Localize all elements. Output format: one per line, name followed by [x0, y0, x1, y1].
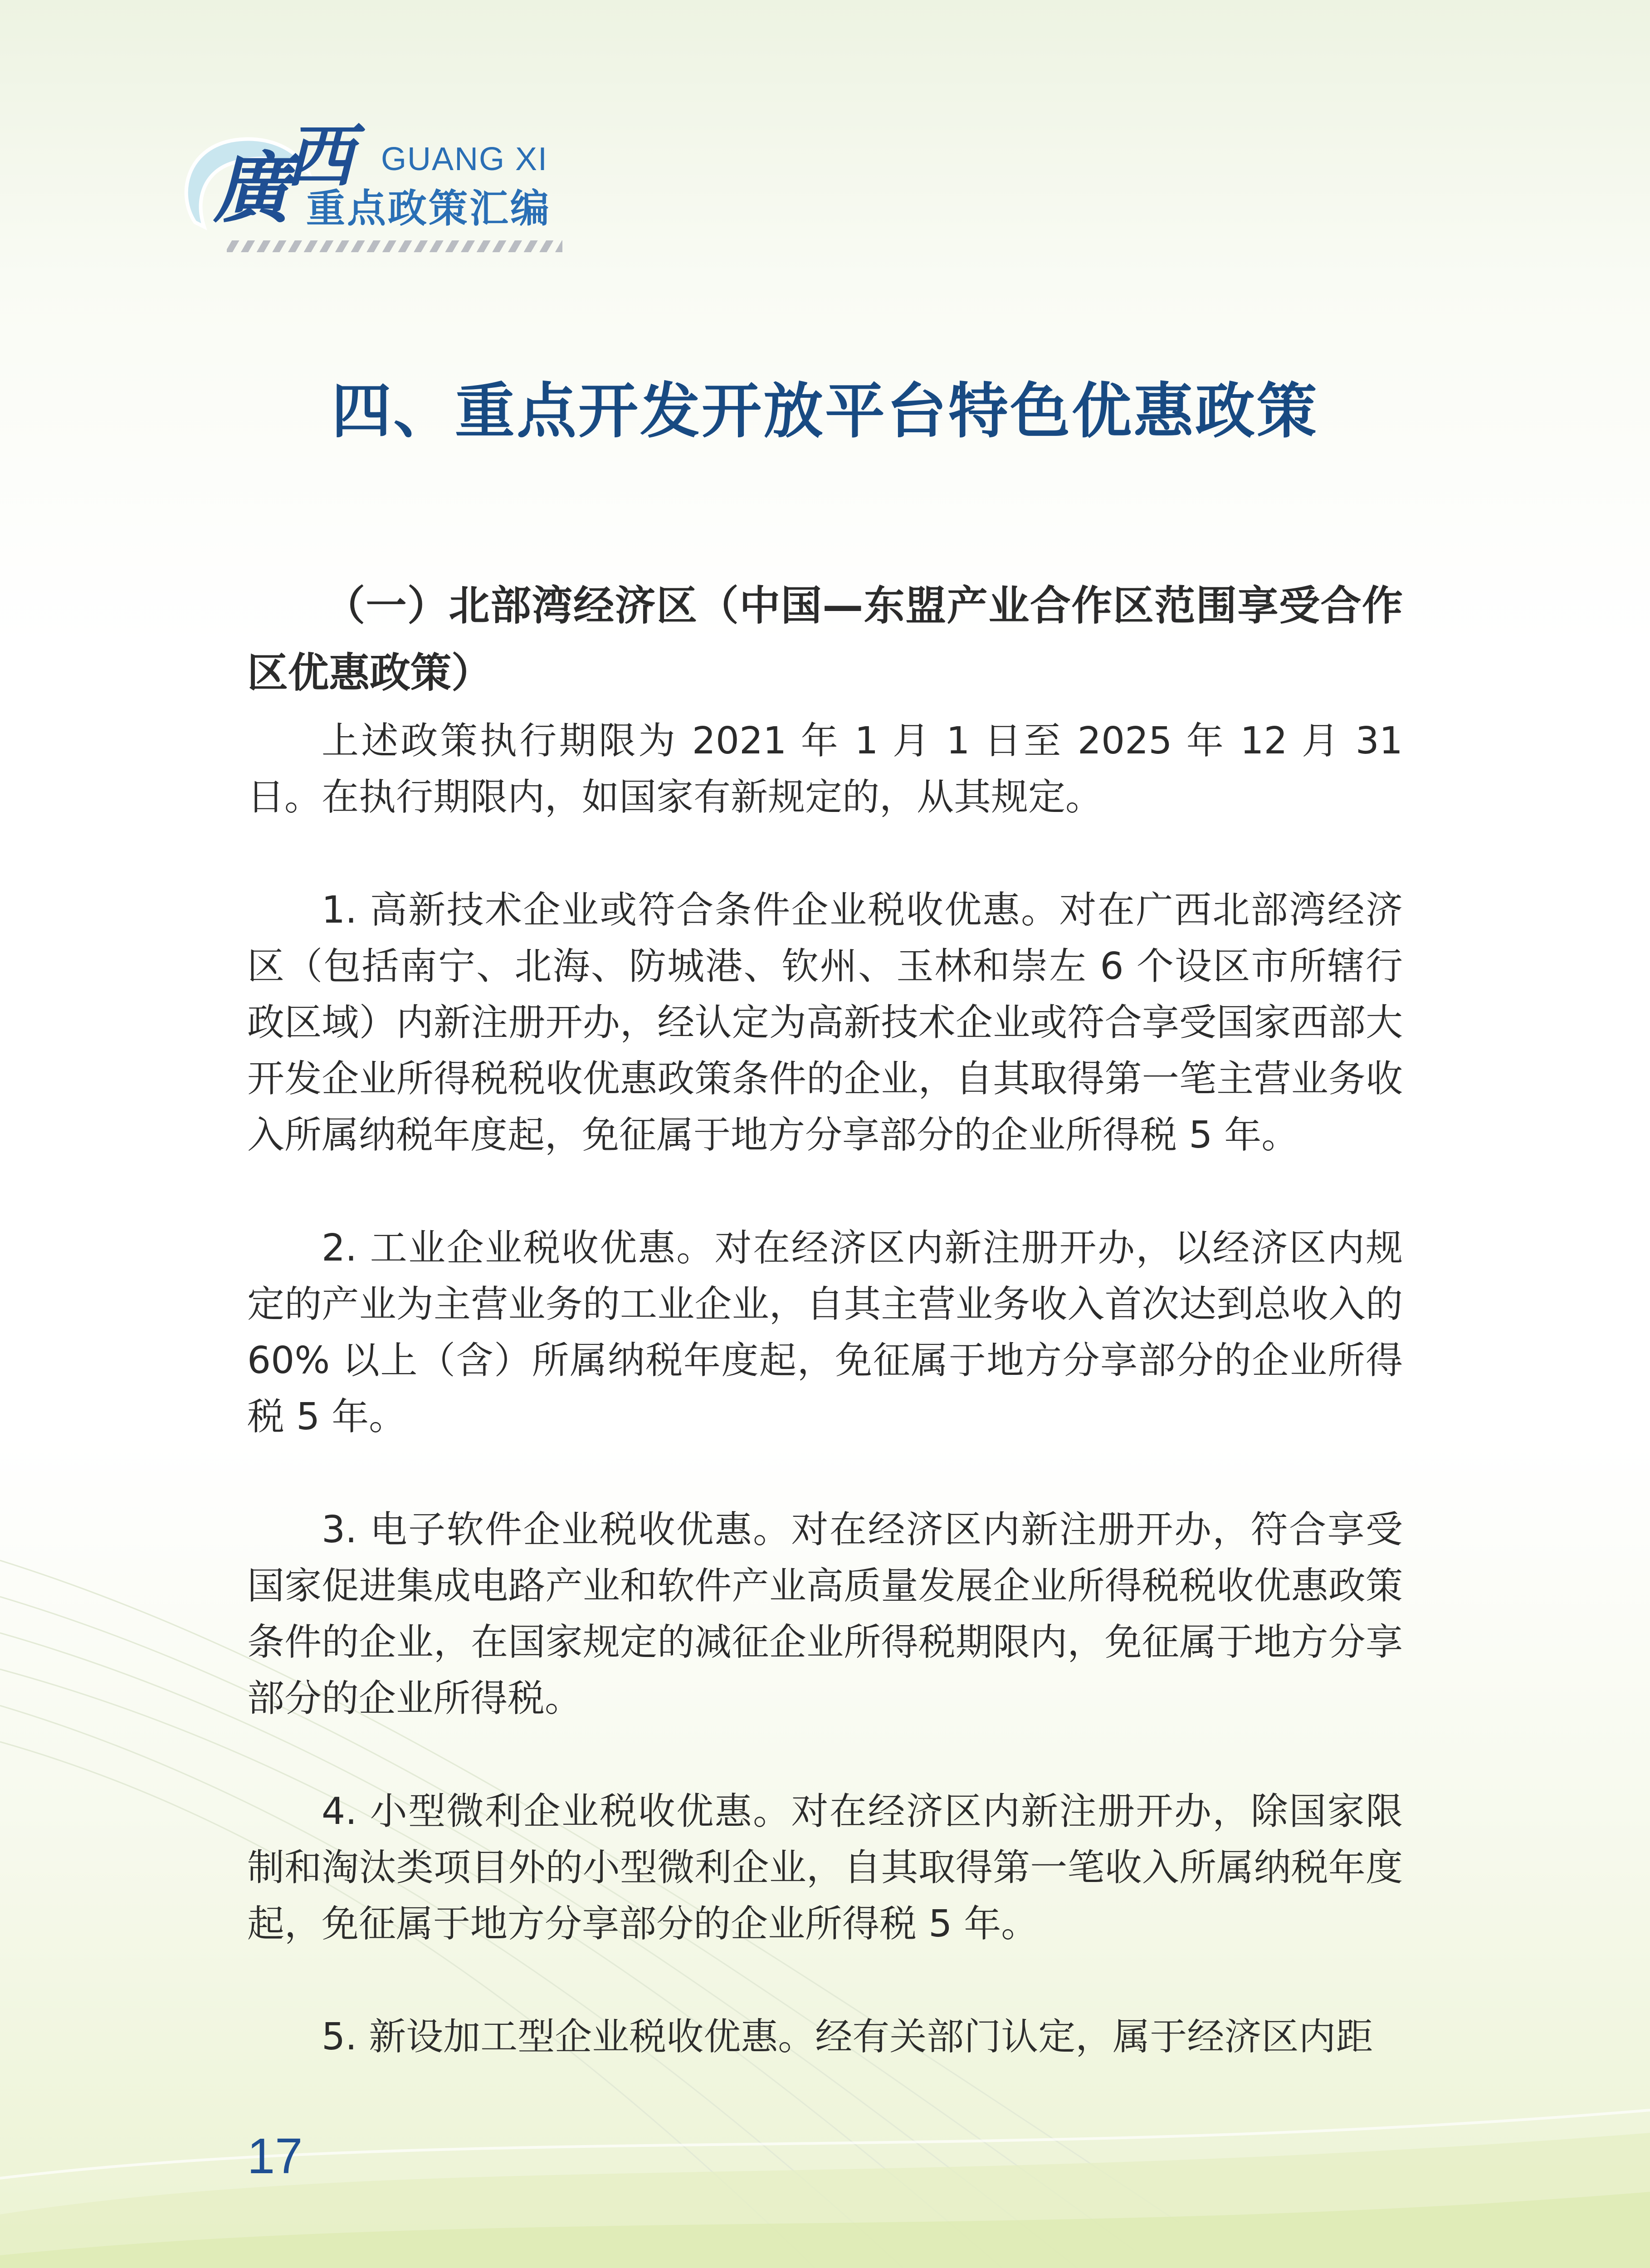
policy-item-3: 3. 电子软件企业税收优惠。对在经济区内新注册开办，符合享受国家促进集成电路产业和软件产业高质量发展企业所得税税收优惠政策条件的企业，在国家规定的减征企业所得税期限内，免征属于地方分享部分的企业所得税。 [247, 1508, 1403, 1720]
policy-item-5: 5. 新设加工型企业税收优惠。经有关部门认定，属于经济区内距 [322, 2015, 1373, 2058]
page-number: 17 [247, 2128, 303, 2184]
guangxi-logo [177, 113, 567, 263]
policy-item-2: 2. 工业企业税收优惠。对在经济区内新注册开办，以经济区内规定的产业为主营业务的工业企业，自其主营业务收入首次达到总收入的 60% 以上（含）所属纳税年度起，免征属于地方分享部分的企业所得税 5 年。 [247, 1227, 1403, 1438]
logo-subtitle: 重点政策汇编 [306, 186, 551, 231]
policy-item-4: 4. 小型微利企业税收优惠。对在经济区内新注册开办，除国家限制和淘汰类项目外的小型微利企业，自其取得第一笔收入所属纳税年度起，免征属于地方分享部分的企业所得税 5 年。 [247, 1790, 1403, 1945]
policy-item-1: 1. 高新技术企业或符合条件企业税收优惠。对在广西北部湾经济区（包括南宁、北海、防城港、钦州、玉林和崇左 6 个设区市所辖行政区域）内新注册开办，经认定为高新技术企业或符合享受国家西部大开发企业所得税税收优惠政策条件的企业，自其取得第一笔主营业务收入所属纳税年度起，免征属于地方分享部分的企业所得税 5 年。 [247, 889, 1403, 1157]
section-heading: （一）北部湾经济区（中国—东盟产业合作区范围享受合作区优惠政策） [247, 582, 1403, 697]
logo-english-text: GUANG XI [381, 141, 548, 177]
logo-character-xi: 西 [286, 117, 354, 196]
page-title: 四、重点开发开放平台特色优惠政策 [332, 376, 1318, 446]
document-body [247, 572, 1403, 2065]
logo-character-guang: 廣 [213, 143, 291, 234]
section-intro-paragraph: 上述政策执行期限为 2021 年 1 月 1 日至 2025 年 12 月 31 日。在执行期限内，如国家有新规定的，从其规定。 [247, 719, 1403, 819]
logo-stripe-decoration [227, 240, 562, 252]
